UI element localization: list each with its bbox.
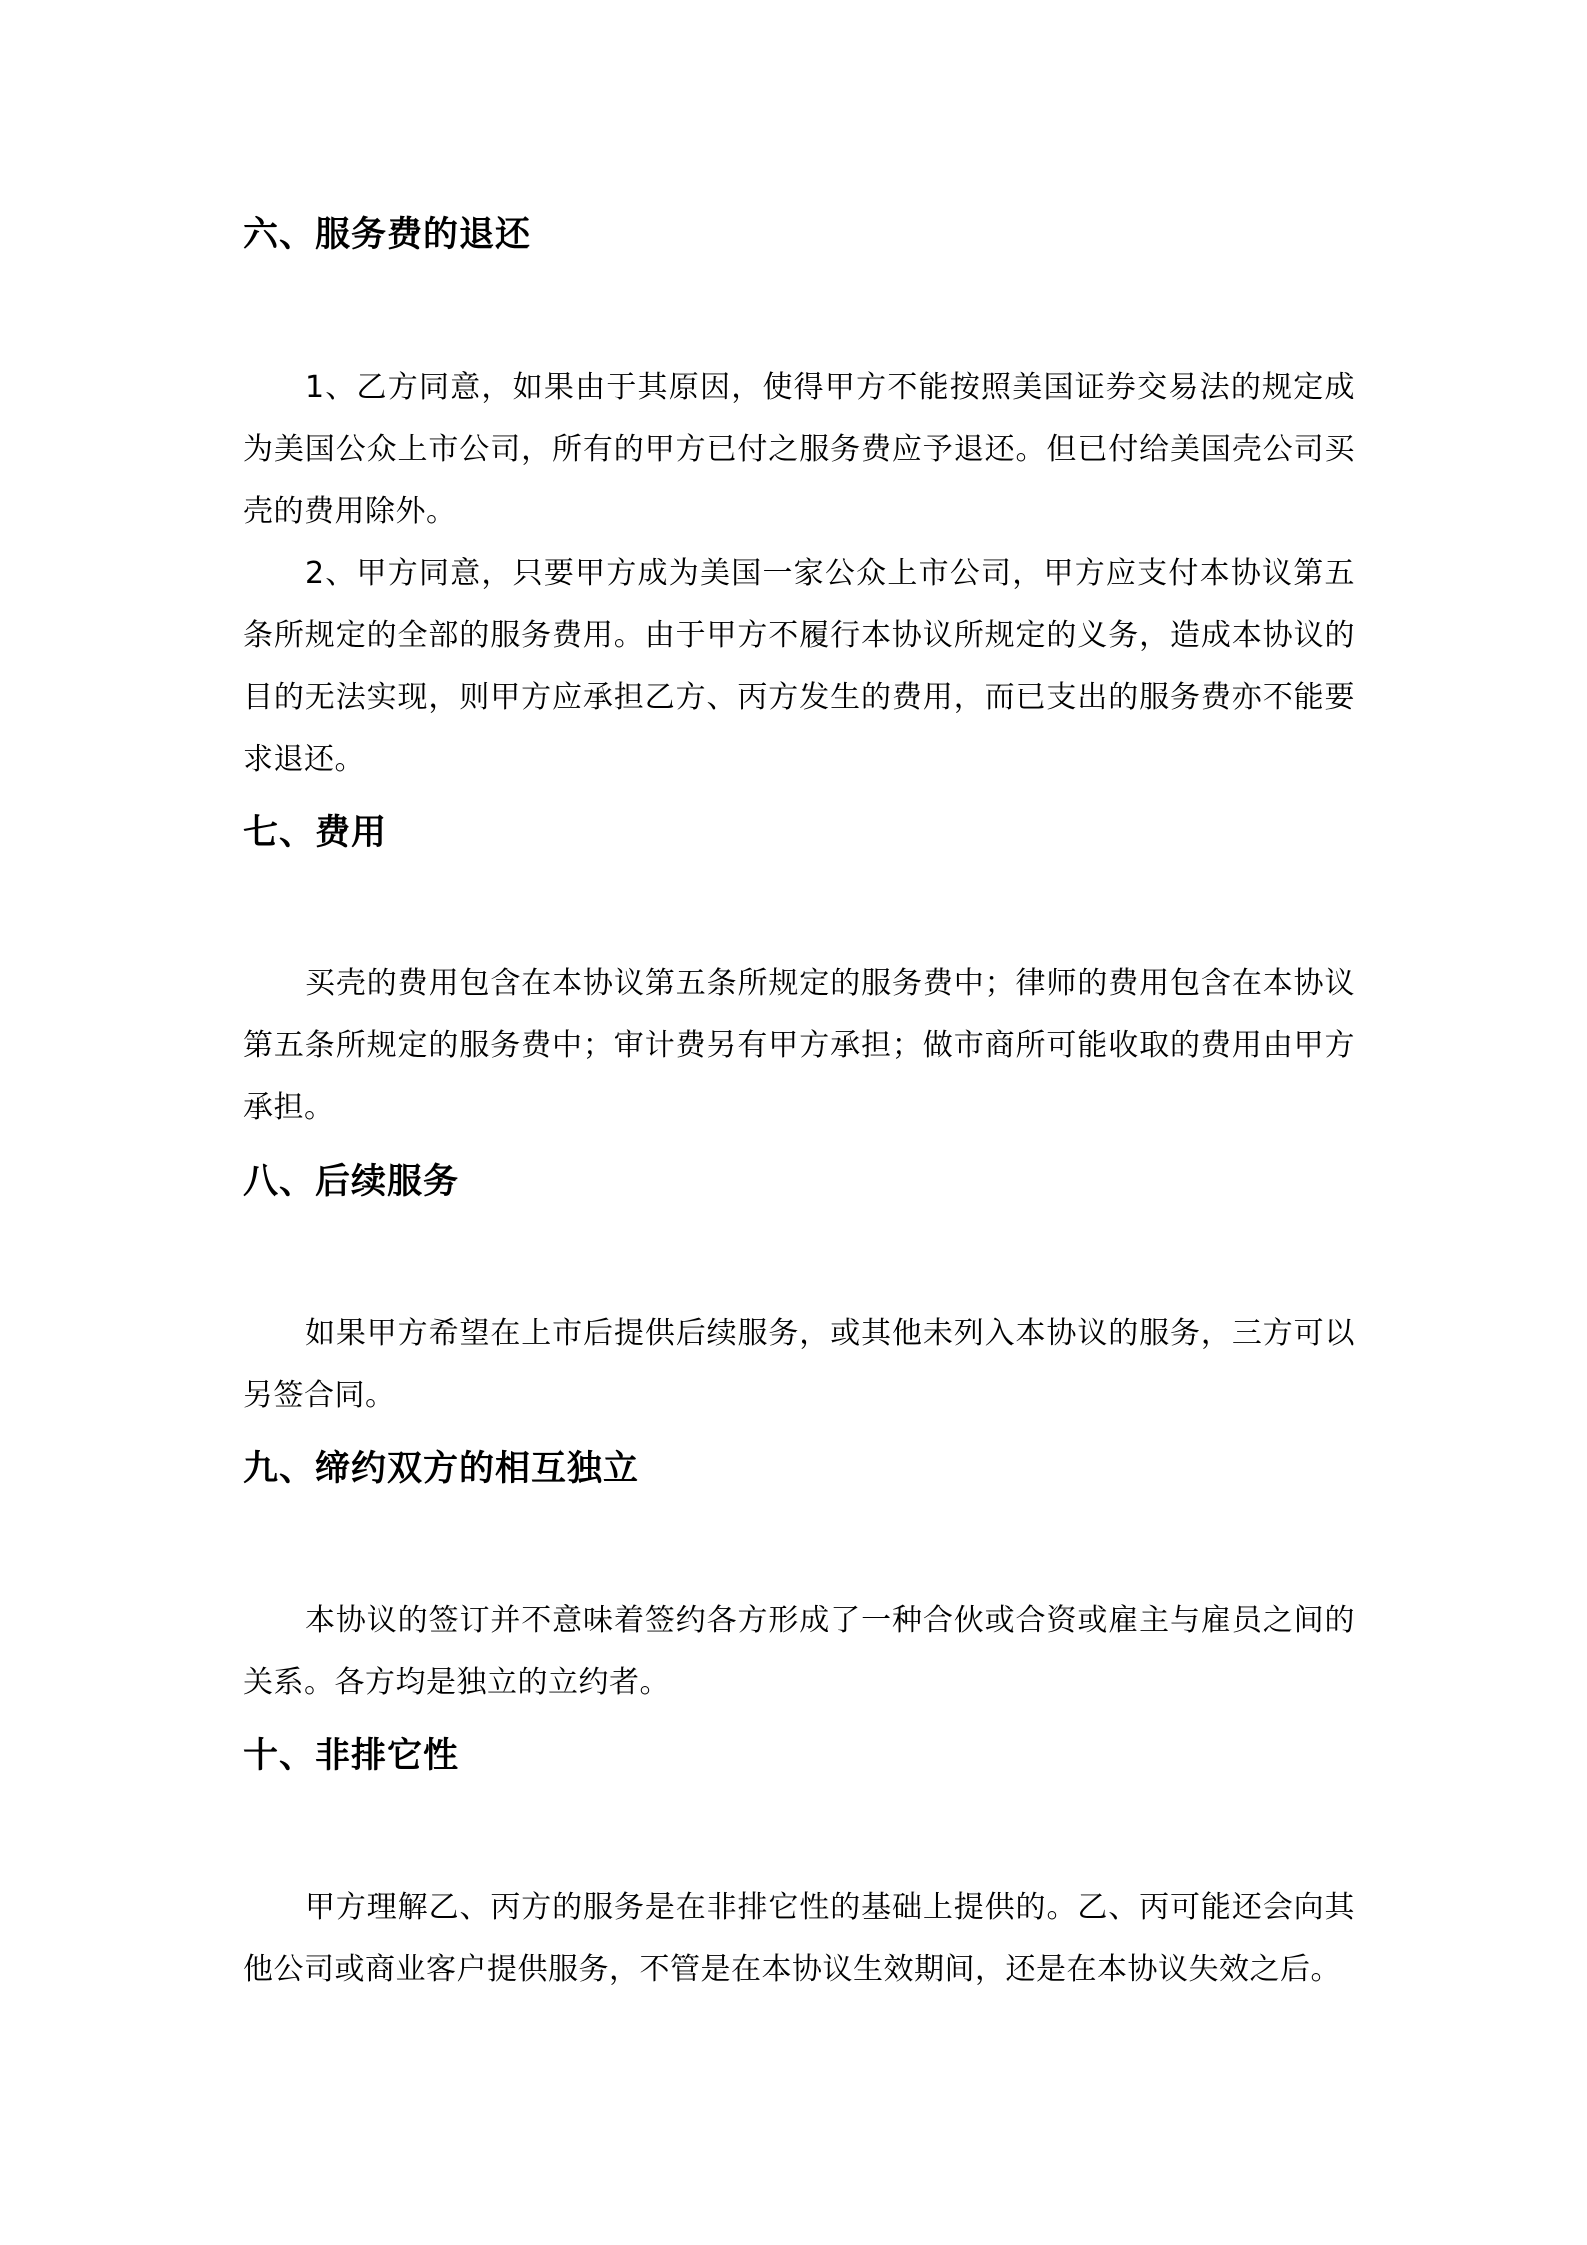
section-heading: 八、后续服务 [243,1162,460,1202]
section-10 [243,1731,1355,2001]
paragraph: 本协议的签订并不意味着签约各方形成了一种合伙或合资或雇主与雇员之间的关系。各方均是独立的立约者。 [243,1603,1355,1700]
section-9 [243,1444,1355,1714]
paragraph: 1、乙方同意，如果由于其原因，使得甲方不能按照美国证券交易法的规定成为美国公众上市公司，所有的甲方已付之服务费应予退还。但已付给美国壳公司买壳的费用除外。 [243,370,1355,529]
section-heading: 十、非排它性 [243,1736,460,1776]
section-heading: 九、缔约双方的相互独立 [243,1449,640,1489]
paragraph: 2、甲方同意，只要甲方成为美国一家公众上市公司，甲方应支付本协议第五条所规定的全部的服务费用。由于甲方不履行本协议所规定的义务，造成本协议的目的无法实现，则甲方应承担乙方、丙方发生的费用，而已支出的服务费亦不能要求退还。 [243,556,1355,777]
paragraph: 甲方理解乙、丙方的服务是在非排它性的基础上提供的。乙、丙可能还会向其他公司或商业客户提供服务，不管是在本协议生效期间，还是在本协议失效之后。 [243,1890,1355,1987]
section-heading: 六、服务费的退还 [243,215,532,255]
paragraph: 如果甲方希望在上市后提供后续服务，或其他未列入本协议的服务，三方可以另签合同。 [243,1316,1355,1413]
section-heading: 七、费用 [243,813,388,853]
section-6 [243,210,1355,791]
paragraph: 买壳的费用包含在本协议第五条所规定的服务费中；律师的费用包含在本协议第五条所规定的服务费中；审计费另有甲方承担；做市商所可能收取的费用由甲方承担。 [243,966,1355,1125]
section-8 [243,1157,1355,1427]
section-7 [243,808,1355,1139]
